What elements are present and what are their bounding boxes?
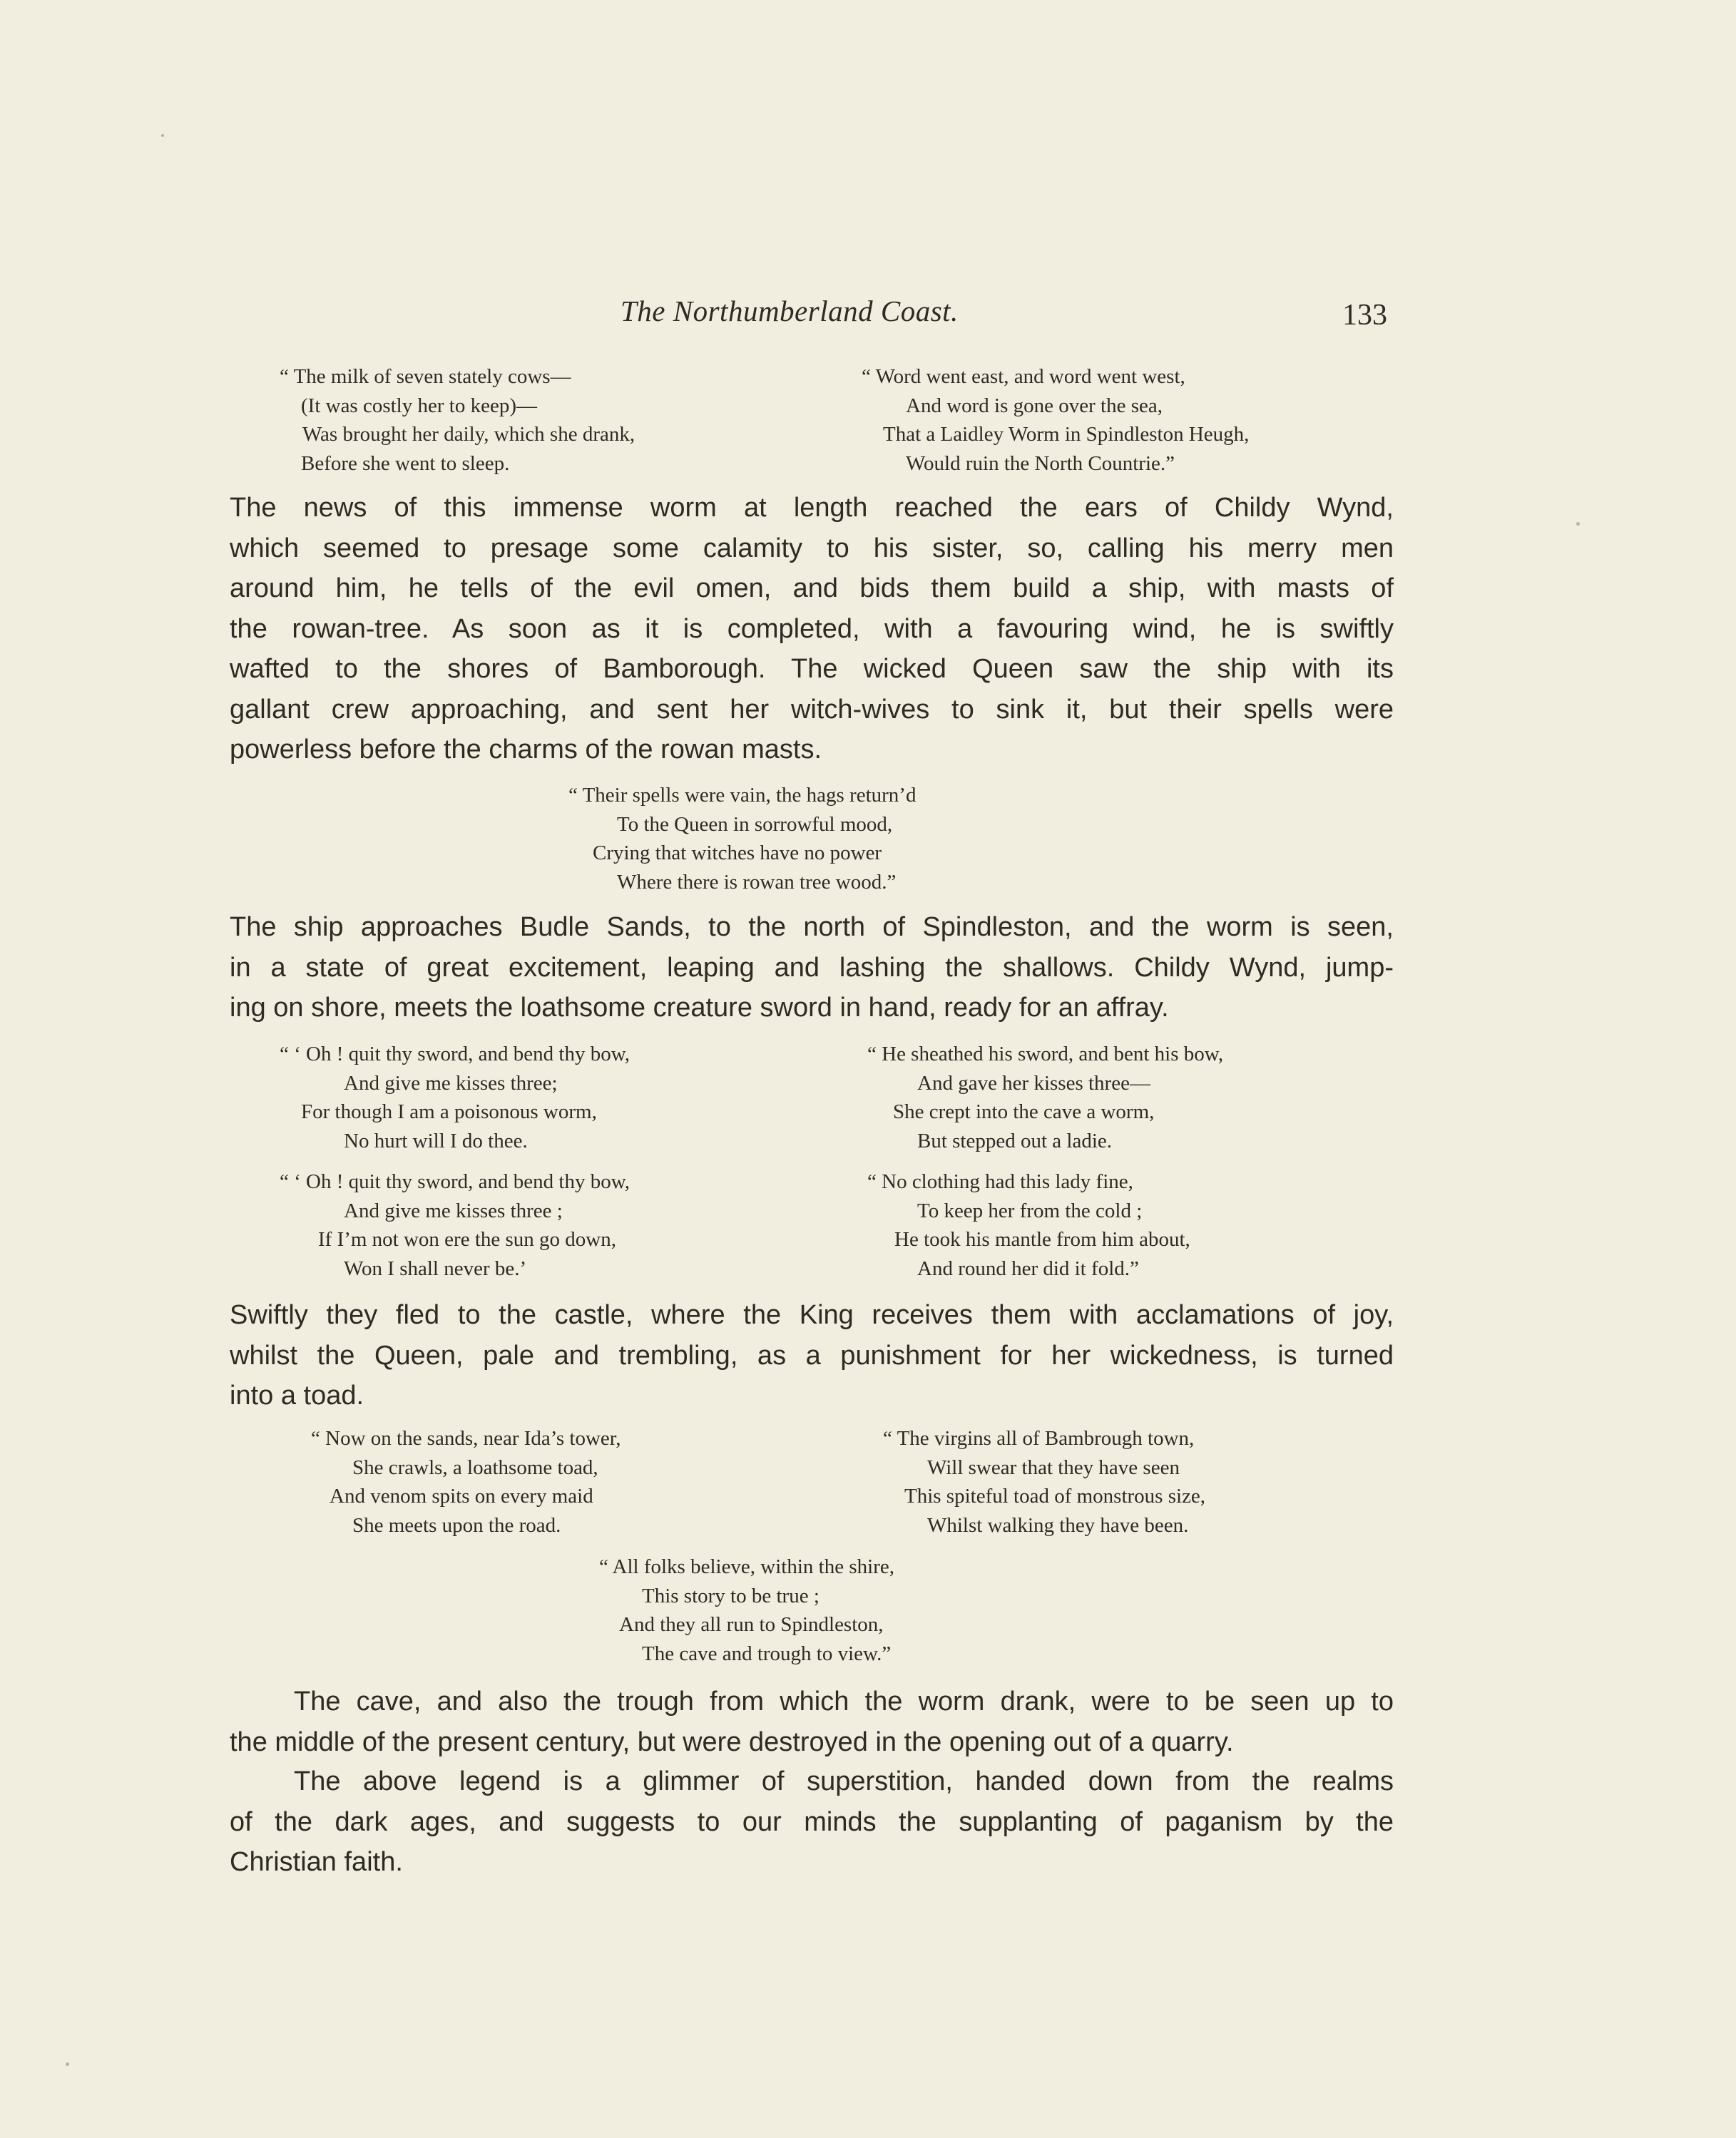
- verse-quit-thy-sword-1: [280, 1040, 630, 1155]
- verse-he-sheathed-his-sword: [867, 1040, 1223, 1155]
- prose-line: of the dark ages, and suggests to our minds the supplanting of paganism by the: [230, 1806, 1394, 1837]
- prose-line: into a toad.: [230, 1381, 364, 1411]
- paragraph-swiftly-they-fled: [230, 1295, 1394, 1416]
- verse-line: Before she went to sleep.: [301, 451, 510, 475]
- verse-milk-of-seven-cows: [280, 362, 635, 478]
- paper-speck: [1576, 522, 1580, 526]
- verse-line: To keep her from the cold ;: [917, 1199, 1143, 1222]
- verse-line: If I’m not won ere the sun go down,: [318, 1228, 616, 1251]
- prose-line: the middle of the present century, but were destroyed in the opening out of a quarry.: [230, 1727, 1234, 1757]
- verse-line: “ Their spells were vain, the hags return’d: [568, 784, 916, 807]
- verse-line: “ All folks believe, within the shire,: [599, 1555, 894, 1578]
- verse-line: For though I am a poisonous worm,: [301, 1100, 597, 1123]
- verse-word-went-east: [862, 362, 1249, 478]
- verse-line: “ He sheathed his sword, and bent his bow,: [867, 1043, 1224, 1065]
- verse-line: And give me kisses three ;: [344, 1199, 563, 1222]
- verse-line: And they all run to Spindleston,: [619, 1613, 884, 1636]
- prose-line: The cave, and also the trough from which the worm drank, were to be seen up to: [294, 1687, 1394, 1717]
- prose-line: around him, he tells of the evil omen, and bids them build a ship, with masts of: [230, 573, 1394, 603]
- prose-line: The ship approaches Budle Sands, to the north of Spindleston, and the worm is seen,: [230, 912, 1394, 942]
- verse-line: He took his mantle from him about,: [894, 1228, 1190, 1251]
- verse-line: Was brought her daily, which she drank,: [302, 423, 635, 446]
- paragraph-above-legend: [230, 1761, 1394, 1883]
- verse-line: “ Now on the sands, near Ida’s tower,: [311, 1427, 621, 1450]
- prose-line: The above legend is a glimmer of superstition, handed down from the realms: [294, 1766, 1394, 1796]
- verse-spells-were-vain: [568, 781, 916, 896]
- verse-line: She crept into the cave a worm,: [893, 1100, 1155, 1123]
- verse-quit-thy-sword-2: [280, 1167, 630, 1283]
- verse-virgins-of-bambrough: [883, 1424, 1205, 1540]
- verse-line: And give me kisses three;: [344, 1071, 558, 1095]
- page-number: 133: [1342, 299, 1387, 332]
- verse-line: Whilst walking they have been.: [927, 1513, 1189, 1537]
- verse-line: She meets upon the road.: [352, 1513, 561, 1537]
- verse-line: This story to be true ;: [642, 1584, 820, 1607]
- prose-line: Christian faith.: [230, 1847, 403, 1877]
- prose-line: the rowan-tree. As soon as it is completed, with a favouring wind, he is swiftly: [230, 613, 1394, 644]
- prose-line: Swiftly they fled to the castle, where the King receives them with acclamations of joy,: [230, 1300, 1394, 1330]
- prose-line: whilst the Queen, pale and trembling, as a punishment for her wickedness, is turned: [230, 1340, 1394, 1371]
- verse-line: And venom spits on every maid: [330, 1485, 593, 1508]
- verse-line: “ ‘ Oh ! quit thy sword, and bend thy bow,: [280, 1043, 630, 1065]
- verse-line: And gave her kisses three—: [917, 1071, 1150, 1095]
- verse-line: Won I shall never be.’: [344, 1257, 527, 1280]
- prose-line: The news of this immense worm at length reached the ears of Childy Wynd,: [230, 493, 1394, 523]
- prose-line: powerless before the charms of the rowan masts.: [230, 735, 822, 764]
- prose-line: gallant crew approaching, and sent her witch-wives to sink it, but their spells were: [230, 694, 1394, 725]
- paper-speck: [161, 134, 164, 137]
- verse-line: No hurt will I do thee.: [344, 1129, 528, 1152]
- verse-line: That a Laidley Worm in Spindleston Heugh,: [883, 423, 1250, 446]
- verse-line: But stepped out a ladie.: [917, 1129, 1113, 1152]
- verse-line: Will swear that they have seen: [927, 1456, 1180, 1479]
- verse-line: To the Queen in sorrowful mood,: [617, 812, 893, 836]
- paragraph-budle-sands: [230, 907, 1394, 1028]
- prose-line: in a state of great excitement, leaping and lashing the shallows. Childy Wynd, jump-: [230, 952, 1394, 983]
- prose-line: ing on shore, meets the loathsome creature sword in hand, ready for an affray.: [230, 993, 1169, 1023]
- verse-line: “ Word went east, and word went west,: [862, 365, 1185, 388]
- prose-line: which seemed to presage some calamity to his sister, so, calling his merry men: [230, 533, 1394, 563]
- paragraph-news-of-worm: [230, 488, 1394, 770]
- verse-line: And round her did it fold.”: [917, 1257, 1139, 1280]
- verse-line: “ No clothing had this lady fine,: [867, 1170, 1133, 1193]
- verse-line: (It was costly her to keep)—: [301, 394, 537, 417]
- paper-speck: [66, 2062, 69, 2066]
- verse-line: This spiteful toad of monstrous size,: [904, 1485, 1206, 1508]
- verse-line: Crying that witches have no power: [593, 842, 882, 864]
- verse-line: Would ruin the North Countrie.”: [906, 451, 1175, 475]
- paragraph-cave-and-trough: [230, 1682, 1394, 1762]
- verse-line: “ ‘ Oh ! quit thy sword, and bend thy bow,: [280, 1170, 630, 1193]
- verse-no-clothing: [867, 1167, 1190, 1283]
- verse-line: And word is gone over the sea,: [906, 394, 1163, 417]
- running-title: The Northumberland Coast.: [621, 295, 959, 327]
- verse-line: “ The virgins all of Bambrough town,: [883, 1427, 1195, 1450]
- verse-line: The cave and trough to view.”: [642, 1642, 892, 1665]
- verse-all-folks-believe: [599, 1553, 894, 1668]
- verse-now-on-the-sands: [311, 1424, 621, 1540]
- verse-line: “ The milk of seven stately cows—: [280, 365, 571, 388]
- verse-line: She crawls, a loathsome toad,: [352, 1456, 598, 1479]
- verse-line: Where there is rowan tree wood.”: [617, 870, 897, 894]
- prose-line: wafted to the shores of Bamborough. The wicked Queen saw the ship with its: [230, 654, 1394, 684]
